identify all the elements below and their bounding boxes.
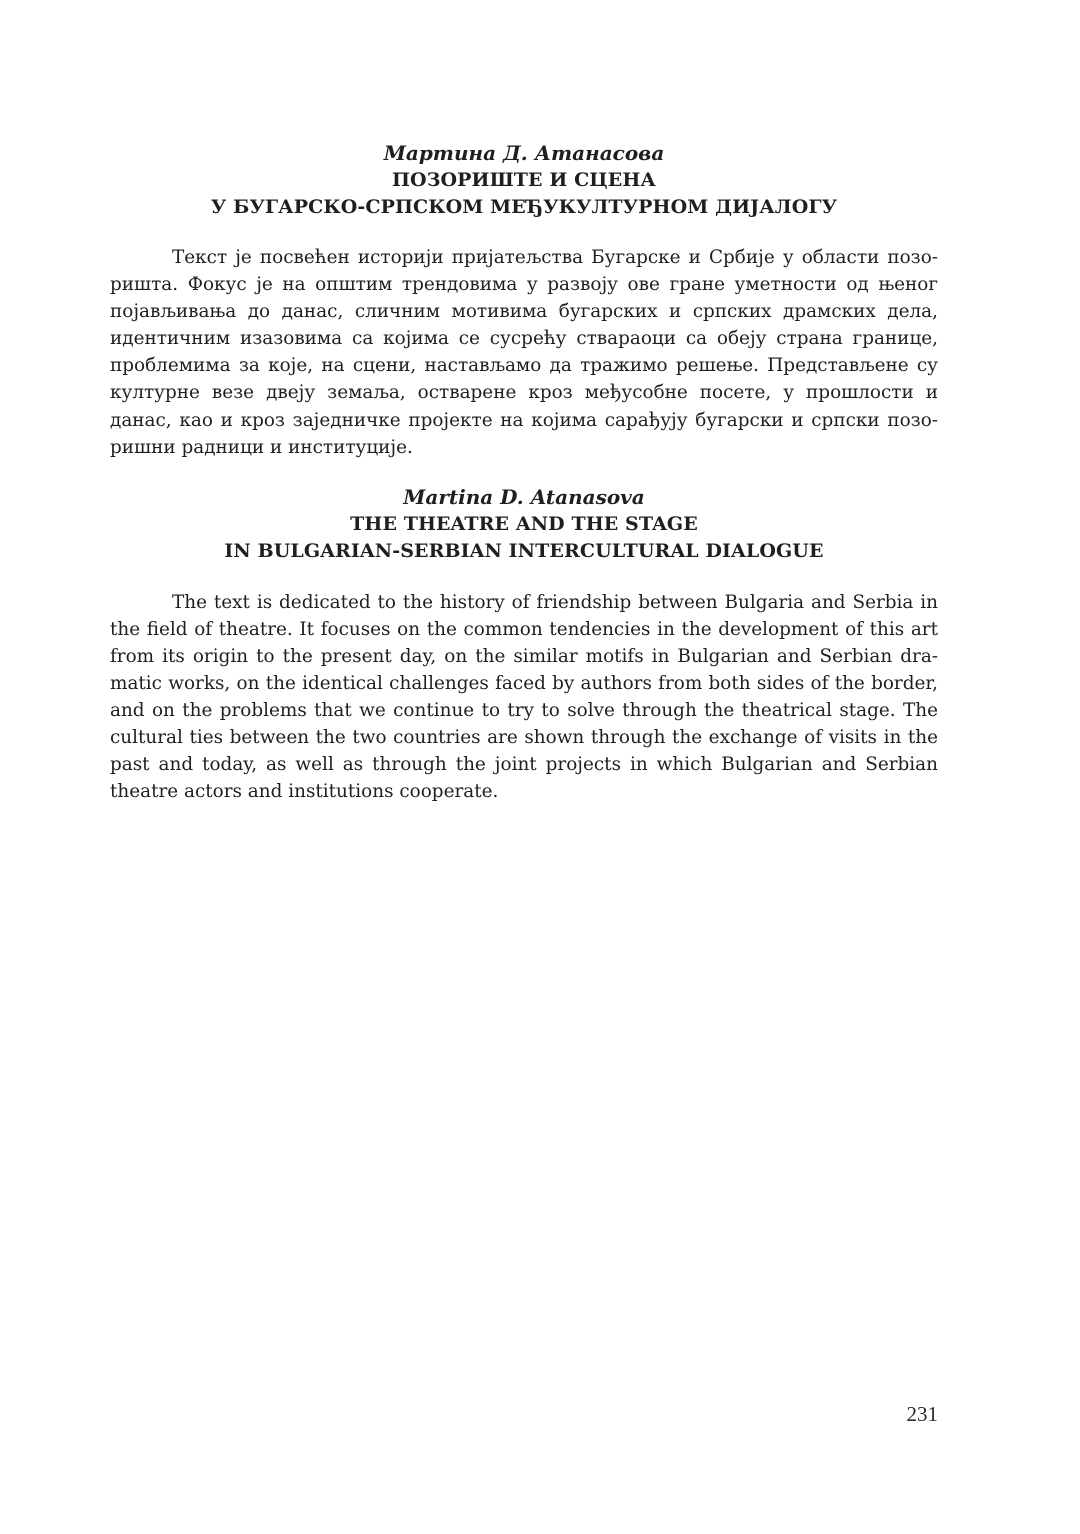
english-title-line-1: THE THEATRE AND THE STAGE (350, 512, 698, 535)
serbian-title-line-1: ПОЗОРИШТЕ И СЦЕНА (392, 169, 656, 191)
english-abstract: The text is dedicated to the history of friendship between Bulgaria and Serbia in the field of theatre. It focuses on the common tendencies in the development of this art from its origin to the present day, on the similar motifs in Bulgarian and Serbian dramatic works, on the identical challenges faced by authors from both sides of the border, and on the problems that we continue to try to solve through the theatrical stage. The cultural ties between the two countries are shown through the exchange of visits in the past and today, as well as through the joint projects in which Bulgarian and Serbian theatre actors and institutions cooperate. (110, 591, 938, 803)
page-number: 231 (906, 1402, 938, 1426)
english-author: Martina D. Atanasova (403, 484, 645, 509)
page-content (110, 138, 938, 806)
serbian-abstract: Текст је посвећен историји пријатељства Бугарске и Србије у области позоришта. Фокус је на општим трендовима у развоју ове гране уметности од њеног појављивања до данас, сличним мотивима бугарских и српских драмских дела, идентичним изазовима са којима се сусрећу ствараоци са обеју страна границе, проблемима за које, на сцени, настављамо да тражимо решење. Представљене су културне везе двеју земаља, остварене кроз међусобне посете, у прошлости и данас, као и кроз заједничке пројекте на којима сарађују бугарски и српски позоришни радници и институције. (110, 247, 938, 458)
serbian-author: Мартина Д. Атанасова (383, 141, 665, 165)
english-title-line-2: IN BULGARIAN-SERBIAN INTERCULTURAL DIALOGUE (224, 539, 824, 562)
serbian-title-line-2: У БУГАРСКО-СРПСКОМ МЕЂУКУЛТУРНОМ ДИЈАЛОГУ (210, 196, 838, 218)
serbian-heading (110, 140, 938, 221)
english-heading (110, 484, 938, 565)
